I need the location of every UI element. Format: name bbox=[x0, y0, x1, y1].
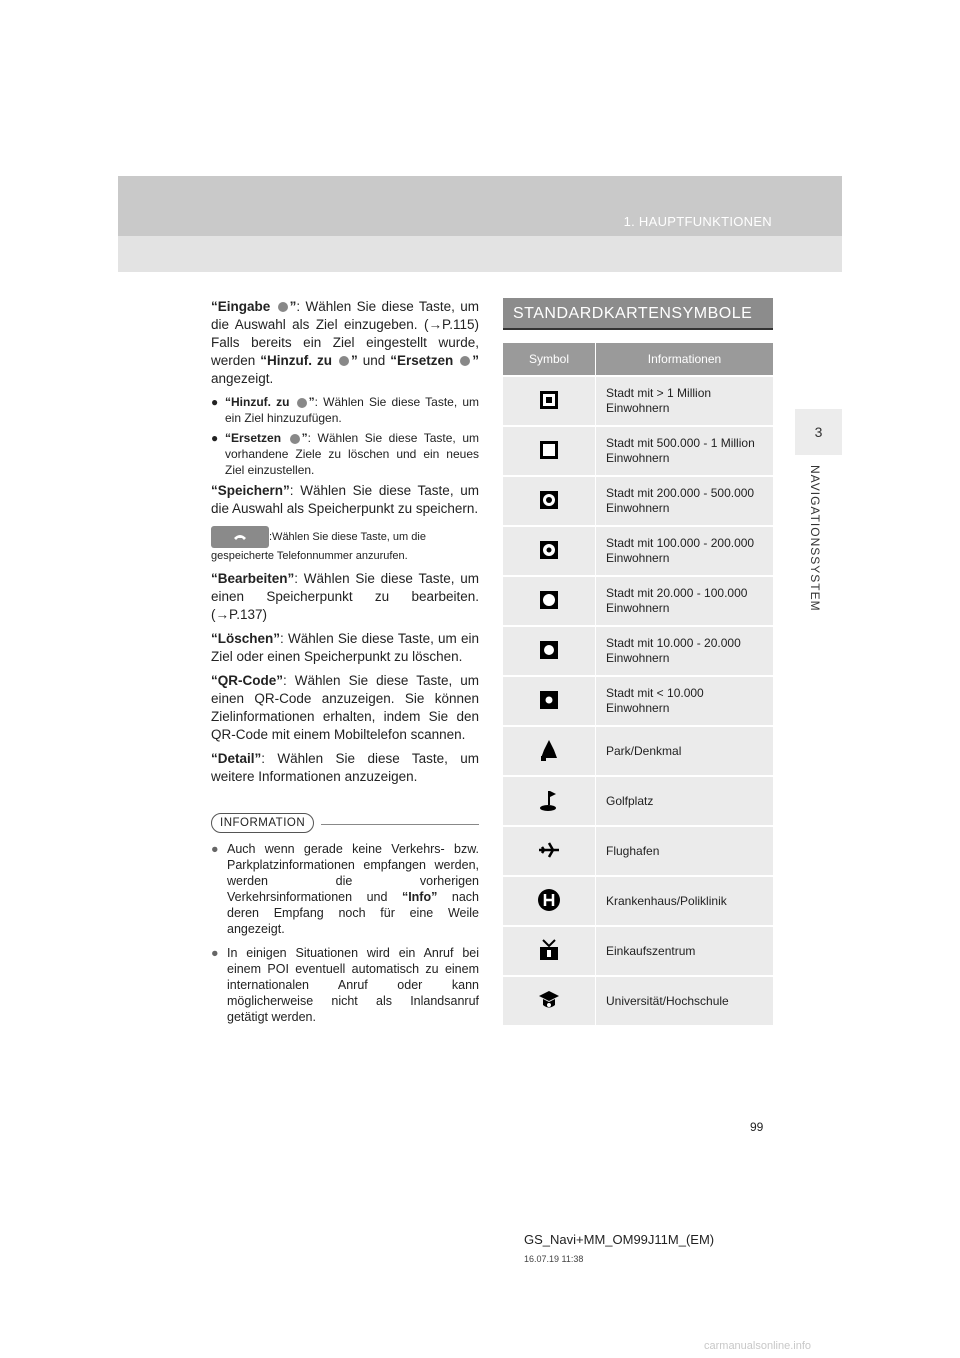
key-detail: “Detail” bbox=[211, 751, 262, 766]
info-cell: Stadt mit > 1 Million Einwohnern bbox=[596, 376, 774, 426]
city-under-10k-icon bbox=[537, 688, 561, 712]
city-100k-200k-icon bbox=[537, 538, 561, 562]
standard-symbols-title: STANDARDKARTENSYMBOLE bbox=[503, 298, 773, 330]
key-end: ” bbox=[472, 353, 479, 368]
symbol-cell bbox=[503, 676, 596, 726]
info-cell: Stadt mit 20.000 - 100.000 Einwohnern bbox=[596, 576, 774, 626]
key-info: “Info” bbox=[401, 890, 438, 904]
hospital-icon bbox=[537, 888, 561, 912]
section-title: 1. HAUPTFUNKTIONEN bbox=[623, 214, 772, 229]
information-item bbox=[211, 945, 479, 1025]
city-over-1m-icon bbox=[537, 388, 561, 412]
table-row bbox=[503, 926, 773, 976]
table-row bbox=[503, 476, 773, 526]
key-eingabe-end: ” bbox=[289, 299, 297, 314]
info-cell: Stadt mit 10.000 - 20.000 Einwohnern bbox=[596, 626, 774, 676]
key-speichern: “Speichern” bbox=[211, 483, 290, 498]
key-end: ” bbox=[308, 395, 315, 409]
bullet-dot-icon: ● bbox=[211, 946, 219, 960]
table-row bbox=[503, 376, 773, 426]
table-row bbox=[503, 826, 773, 876]
park-monument-icon bbox=[537, 738, 561, 762]
page-number: 99 bbox=[750, 1120, 764, 1134]
bullet-dot-icon: ● bbox=[211, 395, 219, 409]
information-box bbox=[211, 813, 479, 1025]
info-cell: Krankenhaus/Poliklinik bbox=[596, 876, 774, 926]
paragraph-bearbeiten bbox=[211, 570, 479, 624]
text-ersetzen: : Wählen Sie diese Taste, um vorhandene Ziele zu löschen und ein neues Ziel einzustellen. bbox=[225, 431, 479, 477]
info-cell: Stadt mit 100.000 - 200.000 Einwohnern bbox=[596, 526, 774, 576]
table-row bbox=[503, 676, 773, 726]
key-hinzuf-bullet: “Hinzuf. zu bbox=[225, 395, 290, 409]
info-cell: Park/Denkmal bbox=[596, 726, 774, 776]
timestamp: 16.07.19 11:38 bbox=[524, 1254, 584, 1264]
left-column bbox=[211, 298, 479, 792]
city-10k-20k-icon bbox=[537, 638, 561, 662]
city-200k-500k-icon bbox=[537, 488, 561, 512]
document-id: GS_Navi+MM_OM99J11M_(EM) bbox=[524, 1232, 715, 1247]
symbol-cell bbox=[503, 526, 596, 576]
information-item bbox=[211, 841, 479, 937]
symbol-cell bbox=[503, 726, 596, 776]
table-row bbox=[503, 776, 773, 826]
pin-icon bbox=[339, 356, 349, 366]
paragraph-detail bbox=[211, 750, 479, 786]
paragraph-speichern bbox=[211, 482, 479, 518]
airport-icon bbox=[537, 838, 561, 862]
symbol-cell bbox=[503, 776, 596, 826]
table-row bbox=[503, 876, 773, 926]
key-ersetzen-bullet: “Ersetzen bbox=[225, 431, 282, 445]
symbol-cell bbox=[503, 576, 596, 626]
text-bearbeiten: : Wählen Sie diese Taste, um einen Speicherpunkt zu bearbeiten. (→P.137) bbox=[211, 571, 479, 622]
header-top-bar bbox=[118, 176, 842, 236]
key-ersetzen: “Ersetzen bbox=[390, 353, 454, 368]
symbol-cell bbox=[503, 926, 596, 976]
phone-icon bbox=[233, 531, 247, 543]
bullet-hinzuf bbox=[211, 394, 479, 426]
text-angezeigt: angezeigt. bbox=[211, 371, 274, 386]
text-qrcode: : Wählen Sie diese Taste, um einen QR-Code anzuzeigen. Sie können Zielinformationen erhalten, indem Sie den QR-Code mit einem Mobiltelefon scannen. bbox=[211, 673, 479, 742]
phone-row bbox=[211, 526, 479, 564]
bullet-ersetzen bbox=[211, 430, 479, 478]
symbol-cell bbox=[503, 976, 596, 1025]
pin-icon bbox=[460, 356, 470, 366]
text-eingabe: : Wählen Sie diese Taste, um die Auswahl als Ziel einzugeben. (→P.115) Falls bereits ein Ziel eingestellt wurde, werden bbox=[211, 299, 479, 368]
table-row bbox=[503, 576, 773, 626]
info-cell: Stadt mit 200.000 - 500.000 Einwohnern bbox=[596, 476, 774, 526]
chapter-number-tab: 3 bbox=[795, 409, 842, 455]
text-loeschen: : Wählen Sie diese Taste, um ein Ziel oder einen Speicherpunkt zu löschen. bbox=[211, 631, 479, 664]
pin-icon bbox=[290, 434, 300, 444]
bullet-dot-icon: ● bbox=[211, 431, 219, 445]
word-und: und bbox=[362, 353, 386, 368]
table-header-row bbox=[503, 343, 773, 376]
symbol-cell bbox=[503, 476, 596, 526]
watermark: carmanualsonline.info bbox=[704, 1340, 812, 1352]
info-cell: Stadt mit 500.000 - 1 Million Einwohnern bbox=[596, 426, 774, 476]
info-text-2: In einigen Situationen wird ein Anruf bei einem POI eventuell automatisch zu einem internationalen Anruf oder kann möglicherweise nicht als Inlandsanruf getätigt werden. bbox=[227, 946, 479, 1024]
bullet-dot-icon: ● bbox=[211, 842, 219, 856]
chapter-title-text: NAVIGATIONSSYSTEM bbox=[808, 465, 822, 612]
info-cell: Golfplatz bbox=[596, 776, 774, 826]
key-hinzuf: “Hinzuf. zu bbox=[260, 353, 332, 368]
table-row bbox=[503, 526, 773, 576]
info-cell: Einkaufszentrum bbox=[596, 926, 774, 976]
info-text-1a: Auch wenn gerade keine Verkehrs- bzw. Parkplatzinformationen empfangen werden, werden die vorherigen Verkehrsinformationen und bbox=[227, 842, 479, 904]
symbol-cell bbox=[503, 626, 596, 676]
info-cell: Stadt mit < 10.000 Einwohnern bbox=[596, 676, 774, 726]
chapter-title bbox=[808, 465, 828, 615]
key-qrcode: “QR-Code” bbox=[211, 673, 283, 688]
phone-button[interactable] bbox=[211, 526, 269, 548]
key-bearbeiten: “Bearbeiten” bbox=[211, 571, 295, 586]
symbols-table bbox=[503, 343, 773, 1025]
key-eingabe: “Eingabe bbox=[211, 299, 271, 314]
paragraph-loeschen bbox=[211, 630, 479, 666]
information-rule bbox=[321, 824, 479, 825]
text-speichern: : Wählen Sie diese Taste, um die Auswahl als Speicherpunkt zu speichern. bbox=[211, 483, 479, 516]
text-phone: :Wählen Sie diese Taste, um die gespeicherte Telefonnummer anzurufen. bbox=[211, 530, 426, 562]
info-cell: Universität/Hochschule bbox=[596, 976, 774, 1025]
key-end: ” bbox=[301, 431, 308, 445]
col-info-header: Informationen bbox=[596, 343, 774, 376]
symbol-cell bbox=[503, 876, 596, 926]
table-row bbox=[503, 726, 773, 776]
col-symbol-header: Symbol bbox=[503, 343, 596, 376]
table-row bbox=[503, 426, 773, 476]
paragraph-eingabe bbox=[211, 298, 479, 388]
pin-icon bbox=[297, 398, 307, 408]
city-500k-1m-icon bbox=[537, 438, 561, 462]
info-text-1b: nach deren Empfang noch für eine Weile angezeigt. bbox=[227, 890, 479, 936]
university-icon bbox=[537, 988, 561, 1012]
pin-icon bbox=[278, 302, 288, 312]
symbol-cell bbox=[503, 426, 596, 476]
city-20k-100k-icon bbox=[537, 588, 561, 612]
shopping-center-icon bbox=[537, 938, 561, 962]
text-hinzuf: : Wählen Sie diese Taste, um ein Ziel hinzuzufügen. bbox=[225, 395, 479, 425]
info-cell: Flughafen bbox=[596, 826, 774, 876]
key-end: ” bbox=[350, 353, 358, 368]
text-detail: : Wählen Sie diese Taste, um weitere Informationen anzuzeigen. bbox=[211, 751, 479, 784]
header-band bbox=[118, 176, 842, 272]
table-row bbox=[503, 976, 773, 1025]
key-loeschen: “Löschen” bbox=[211, 631, 281, 646]
symbol-cell bbox=[503, 376, 596, 426]
table-row bbox=[503, 626, 773, 676]
paragraph-qrcode bbox=[211, 672, 479, 744]
golf-course-icon bbox=[537, 788, 561, 812]
information-label: INFORMATION bbox=[211, 813, 314, 833]
symbol-cell bbox=[503, 826, 596, 876]
